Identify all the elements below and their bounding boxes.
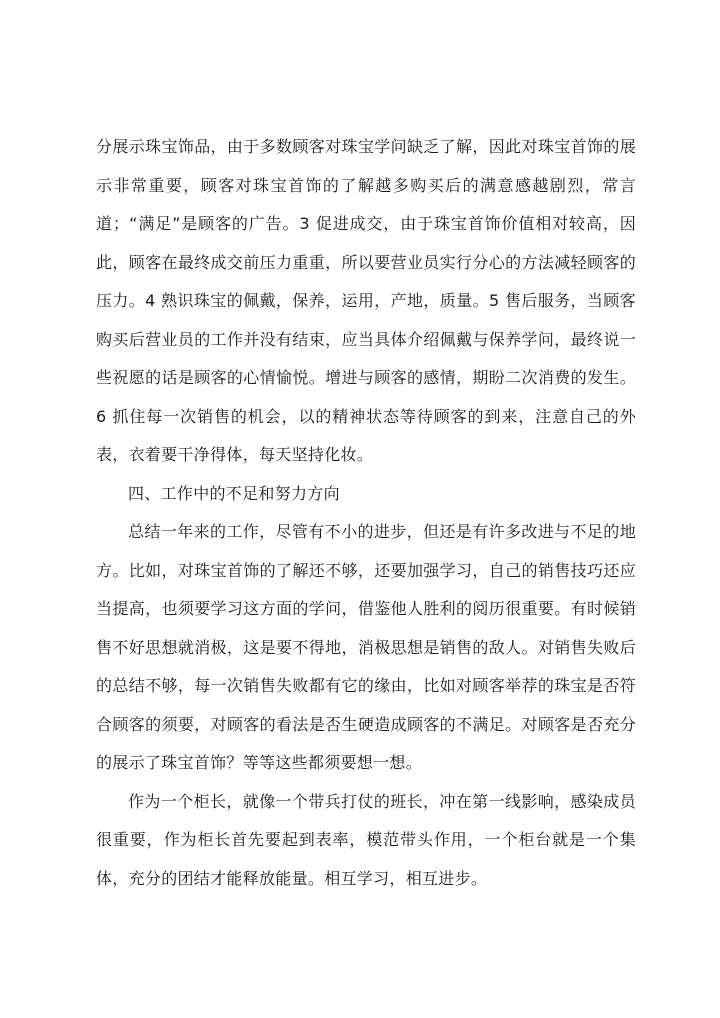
- paragraph-shortcomings: 总结一年来的工作，尽管有不小的进步，但还是有许多改进与不足的地方。比如，对珠宝首饰的了解还不够，还要加强学习，自己的销售技巧还应当提高，也须要学习这方面的学问，借鉴他人胜利的阅历很重要。有时候销售不好思想就消极，这是要不得地，消极思想是销售的敌人。对销售失败后的总结不够，每一次销售失败都有它的缘由，比如对顾客举荐的珠宝是否符合顾客的须要，对顾客的看法是否生硬造成顾客的不满足。对顾客是否充分的展示了珠宝首饰？等等这些都须要想一想。: [96, 522, 636, 772]
- paragraph-sales-tips: 分展示珠宝饰品，由于多数顾客对珠宝学问缺乏了解，因此对珠宝首饰的展示非常重要，顾客对珠宝首饰的了解越多购买后的满意感越剧烈，常言道；“满足”是顾客的广告。3 促进成交，由于珠宝首饰价值相对较高，因此，顾客在最终成交前压力重重，所以要营业员实行分心的方法减轻顾客的压力。4 熟识珠宝的佩戴，保养，运用，产地，质量。5 售后服务，当顾客购买后营业员的工作并没有结束，应当具体介绍佩戴与保养学问，最终说一些祝愿的话是顾客的心情愉悦。增进与顾客的感情，期盼二次消费的发生。6 抓住每一次销售的机会，以的精神状态等待顾客的到来，注意自己的外表，衣着要干净得体，每天坚持化妆。: [96, 137, 636, 464]
- paragraph-counter-leader: 作为一个柜长，就像一个带兵打仗的班长，冲在第一线影响，感染成员很重要，作为柜长首先要起到表率，模范带头作用，一个柜台就是一个集体，充分的团结才能释放能量。相互学习，相互进步。: [96, 791, 636, 888]
- section-heading-shortcomings: 四、工作中的不足和努力方向: [128, 483, 340, 503]
- document-body: [96, 128, 636, 898]
